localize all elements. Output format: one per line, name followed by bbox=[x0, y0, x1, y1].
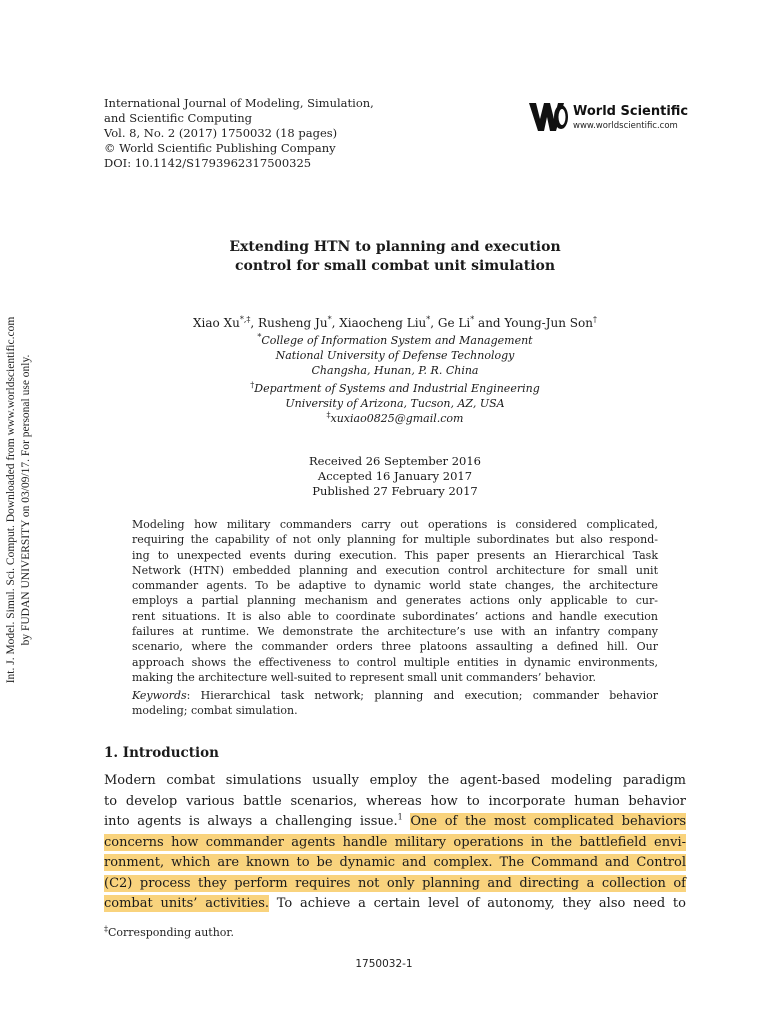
date-accepted: Accepted 16 January 2017 bbox=[317, 469, 473, 483]
section-heading: 1. Introduction bbox=[104, 745, 219, 761]
highlighted-text[interactable]: ronment, which are known to be dynamic and complex. The Command and Control bbox=[104, 855, 686, 870]
body-paragraph bbox=[104, 771, 686, 915]
abstract-line: rent situations. It is also able to coordinate subordinates’ actions and handle execution bbox=[132, 609, 658, 623]
author-name: , Xiaocheng Liu bbox=[331, 316, 427, 330]
abstract-line: failures at runtime. We demonstrate the architecture’s use with an infantry company bbox=[132, 625, 658, 639]
keywords-line: modeling; combat simulation. bbox=[132, 704, 298, 718]
affiliation-line: Changsha, Hunan, P. R. China bbox=[311, 364, 479, 377]
highlighted-text[interactable]: concerns how commander agents handle military operations in the battlefield envi- bbox=[104, 834, 686, 850]
body-text: To achieve a certain level of autonomy, they also need to bbox=[269, 896, 686, 911]
affiliation-text: Department of Systems and Industrial Engineering bbox=[254, 382, 540, 395]
body-line bbox=[104, 874, 686, 895]
journal-line: Vol. 8, No. 2 (2017) 1750032 (18 pages) bbox=[104, 126, 338, 140]
author-name: , Rusheng Ju bbox=[250, 316, 328, 330]
body-line bbox=[104, 853, 686, 874]
abstract-line: making the architecture well-suited to represent small unit commanders’ behavior. bbox=[132, 670, 597, 684]
affiliation-mark: † bbox=[250, 380, 255, 390]
abstract-line: requiring the capability of not only planning for multiple subordinates but also respond- bbox=[132, 533, 658, 547]
body-line bbox=[104, 812, 686, 833]
author-list bbox=[104, 315, 686, 331]
abstract-line: Modeling how military commanders carry out operations is considered complicated, bbox=[132, 518, 658, 531]
email-mark: ‡ bbox=[326, 410, 331, 420]
keywords-line bbox=[132, 688, 658, 703]
footnote bbox=[104, 926, 234, 939]
affiliation-1 bbox=[104, 333, 686, 378]
publisher-name: World Scientific bbox=[573, 104, 689, 119]
publisher-url[interactable]: www.worldscientific.com bbox=[573, 121, 678, 131]
abstract-line: approach shows the effectiveness to control multiple entities in dynamic environments, bbox=[132, 655, 658, 669]
footnote-text: Corresponding author. bbox=[108, 926, 234, 939]
citation-ref[interactable]: 1 bbox=[397, 812, 403, 822]
author-name: and Young-Jun Son bbox=[474, 316, 593, 330]
affiliation-text: College of Information System and Management bbox=[261, 334, 533, 347]
world-scientific-logo-icon bbox=[528, 99, 570, 133]
author-name: , Ge Li bbox=[430, 316, 471, 330]
abstract-line: employs a partial planning mechanism and generates actions only applicable to cur- bbox=[132, 594, 658, 608]
author-mark: * bbox=[470, 315, 475, 324]
journal-line: © World Scientific Publishing Company bbox=[104, 141, 336, 155]
affiliation-line: National University of Defense Technology bbox=[275, 349, 515, 362]
abstract-line: commander agents. To be adaptive to dynamic world state changes, the architecture bbox=[132, 579, 658, 593]
author-email[interactable]: xuxiao0825@gmail.com bbox=[330, 412, 464, 425]
keywords-label: Keywords bbox=[132, 689, 187, 702]
download-notice-line: by FUDAN UNIVERSITY on 03/09/17. For personal use only. bbox=[20, 354, 32, 646]
date-published: Published 27 February 2017 bbox=[312, 484, 478, 498]
page-number: 1750032-1 bbox=[355, 958, 413, 970]
email-line bbox=[104, 411, 686, 426]
publisher-logo bbox=[528, 99, 698, 133]
affiliation-2 bbox=[104, 381, 686, 426]
body-line: Modern combat simulations usually employ the agent-based modeling paradigm bbox=[104, 773, 686, 788]
affiliation-line bbox=[104, 381, 686, 396]
highlighted-text[interactable]: combat units’ activities. bbox=[104, 896, 269, 911]
highlighted-text[interactable]: One of the most complicated behaviors bbox=[410, 814, 686, 829]
body-text: into agents is always a challenging issue. bbox=[104, 814, 398, 829]
author-name: Xiao Xu bbox=[193, 316, 240, 330]
title-line: control for small combat unit simulation bbox=[234, 258, 556, 274]
publication-dates bbox=[104, 454, 686, 499]
journal-line: International Journal of Modeling, Simulation, bbox=[104, 96, 374, 110]
body-line bbox=[104, 894, 686, 915]
highlighted-text[interactable]: (C2) process they perform requires not only planning and directing a collection of bbox=[104, 875, 686, 891]
author-mark: † bbox=[592, 315, 597, 324]
abstract-line: ing to unexpected events during execution. This paper presents an Hierarchical Task bbox=[132, 548, 658, 562]
abstract bbox=[132, 517, 658, 685]
author-mark: * bbox=[426, 315, 431, 324]
affiliation-line: University of Arizona, Tucson, AZ, USA bbox=[285, 397, 505, 410]
abstract-line: scenario, where the commander orders three platoons assaulting a defined hill. Our bbox=[132, 640, 658, 654]
body-line: to develop various battle scenarios, whereas how to incorporate human behavior bbox=[104, 793, 686, 809]
journal-line: and Scientific Computing bbox=[104, 111, 253, 125]
download-notice bbox=[4, 310, 44, 690]
date-received: Received 26 September 2016 bbox=[309, 454, 481, 468]
affiliation-line bbox=[104, 333, 686, 348]
keywords bbox=[132, 688, 658, 719]
abstract-line: Network (HTN) embedded planning and execution control architecture for small unit bbox=[132, 563, 658, 577]
affiliation-mark: * bbox=[257, 332, 262, 342]
footnote-mark: ‡ bbox=[104, 924, 108, 934]
paper-title bbox=[104, 238, 686, 276]
journal-line: DOI: 10.1142/S1793962317500325 bbox=[104, 156, 312, 170]
title-line: Extending HTN to planning and execution bbox=[229, 239, 561, 255]
author-mark: *,‡ bbox=[239, 315, 251, 324]
download-notice-line: Int. J. Model. Simul. Sci. Comput. Downloaded from www.worldscientific.com bbox=[5, 316, 17, 684]
body-line bbox=[104, 833, 686, 854]
keywords-text: : Hierarchical task network; planning and execution; commander behavior bbox=[186, 689, 658, 702]
journal-info bbox=[104, 96, 374, 171]
author-mark: * bbox=[327, 315, 332, 324]
